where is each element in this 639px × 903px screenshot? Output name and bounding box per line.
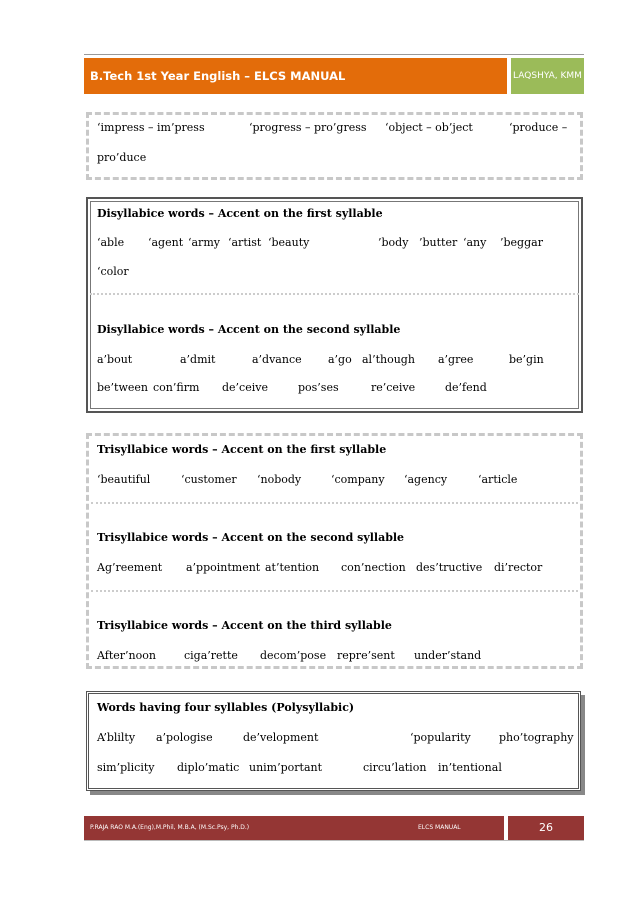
section-heading: Trisyllabice words – Accent on the first syllable bbox=[97, 443, 387, 456]
word: diplo’matic bbox=[177, 761, 240, 774]
word: ’beggar bbox=[500, 236, 543, 249]
word: ‘progress – pro’gress bbox=[249, 121, 367, 134]
polysyllabic-box bbox=[86, 691, 581, 791]
word: in’tentional bbox=[438, 761, 502, 774]
word: ‘object – ob’ject bbox=[385, 121, 473, 134]
word: ciga’rette bbox=[184, 649, 238, 662]
stress-shift-box bbox=[86, 112, 583, 180]
word: pho’tography bbox=[499, 731, 574, 744]
word: ‘nobody bbox=[257, 473, 302, 486]
divider bbox=[91, 502, 578, 504]
disyllabic-box bbox=[86, 197, 583, 413]
word: a’bout bbox=[97, 353, 133, 366]
section-heading: Trisyllabice words – Accent on the second syllable bbox=[97, 531, 405, 544]
section-heading: Words having four syllables (Polysyllabic) bbox=[97, 701, 355, 714]
word: pro’duce bbox=[97, 151, 147, 164]
word: a’dvance bbox=[252, 353, 302, 366]
page-header bbox=[84, 58, 584, 94]
word: ‘able bbox=[97, 236, 125, 249]
word: ‘color bbox=[97, 265, 129, 278]
word: ‘agent bbox=[148, 236, 184, 249]
word: ‘beauty bbox=[268, 236, 310, 249]
word: ‘army bbox=[188, 236, 220, 249]
word: be’tween bbox=[97, 381, 148, 394]
word: a’go bbox=[328, 353, 352, 366]
word: ‘any bbox=[463, 236, 487, 249]
footer-author: P.RAJA RAO M.A.(Eng),M.Phil, M.B.A, (M.Sc.Psy, Ph.D.) bbox=[90, 824, 250, 831]
divider bbox=[91, 590, 578, 592]
word: ’body bbox=[378, 236, 409, 249]
word: a’pologise bbox=[156, 731, 213, 744]
word: des’tructive bbox=[416, 561, 483, 574]
word: de’ceive bbox=[222, 381, 268, 394]
word: re’ceive bbox=[371, 381, 416, 394]
word: de’fend bbox=[445, 381, 487, 394]
word: de’velopment bbox=[243, 731, 319, 744]
page-footer bbox=[84, 816, 584, 840]
word: ‘artist bbox=[228, 236, 262, 249]
word: ‘company bbox=[331, 473, 385, 486]
footer-rule bbox=[84, 840, 584, 841]
word: a’gree bbox=[438, 353, 474, 366]
word: ‘impress – im’press bbox=[97, 121, 205, 134]
section-heading: Trisyllabice words – Accent on the third syllable bbox=[97, 619, 392, 632]
header-right-label: LAQSHYA, KMM bbox=[511, 58, 584, 94]
word: decom’pose bbox=[260, 649, 327, 662]
word: a’ppointment bbox=[186, 561, 261, 574]
word: be’gin bbox=[509, 353, 544, 366]
header-title: B.Tech 1st Year English – ELCS MANUAL bbox=[84, 58, 507, 94]
page-number: 26 bbox=[508, 816, 584, 840]
word: circu’lation bbox=[363, 761, 427, 774]
word: unim’portant bbox=[249, 761, 323, 774]
word: pos’ses bbox=[298, 381, 339, 394]
word: ‘article bbox=[478, 473, 518, 486]
word: at’tention bbox=[265, 561, 320, 574]
divider bbox=[90, 293, 579, 295]
word: ‘customer bbox=[181, 473, 237, 486]
word: sim’plicity bbox=[97, 761, 155, 774]
word: After’noon bbox=[97, 649, 156, 662]
word: Ag’reement bbox=[97, 561, 163, 574]
section-heading: Disyllabice words – Accent on the second syllable bbox=[97, 323, 401, 336]
word: di’rector bbox=[494, 561, 543, 574]
word: A’blilty bbox=[97, 731, 136, 744]
word: ’butter bbox=[419, 236, 458, 249]
word: ‘beautiful bbox=[97, 473, 151, 486]
word: con’nection bbox=[341, 561, 406, 574]
word: under’stand bbox=[414, 649, 482, 662]
word: con’firm bbox=[153, 381, 200, 394]
word: ‘popularity bbox=[410, 731, 471, 744]
trisyllabic-box bbox=[86, 433, 583, 669]
footer-title: ELCS MANUAL bbox=[418, 824, 461, 831]
word: repre’sent bbox=[337, 649, 395, 662]
word: ‘produce – bbox=[509, 121, 568, 134]
word: a’dmit bbox=[180, 353, 216, 366]
header-rule bbox=[84, 54, 584, 55]
word: al’though bbox=[362, 353, 415, 366]
section-heading: Disyllabice words – Accent on the first syllable bbox=[97, 207, 383, 220]
footer-bar bbox=[84, 816, 504, 840]
word: ‘agency bbox=[404, 473, 448, 486]
